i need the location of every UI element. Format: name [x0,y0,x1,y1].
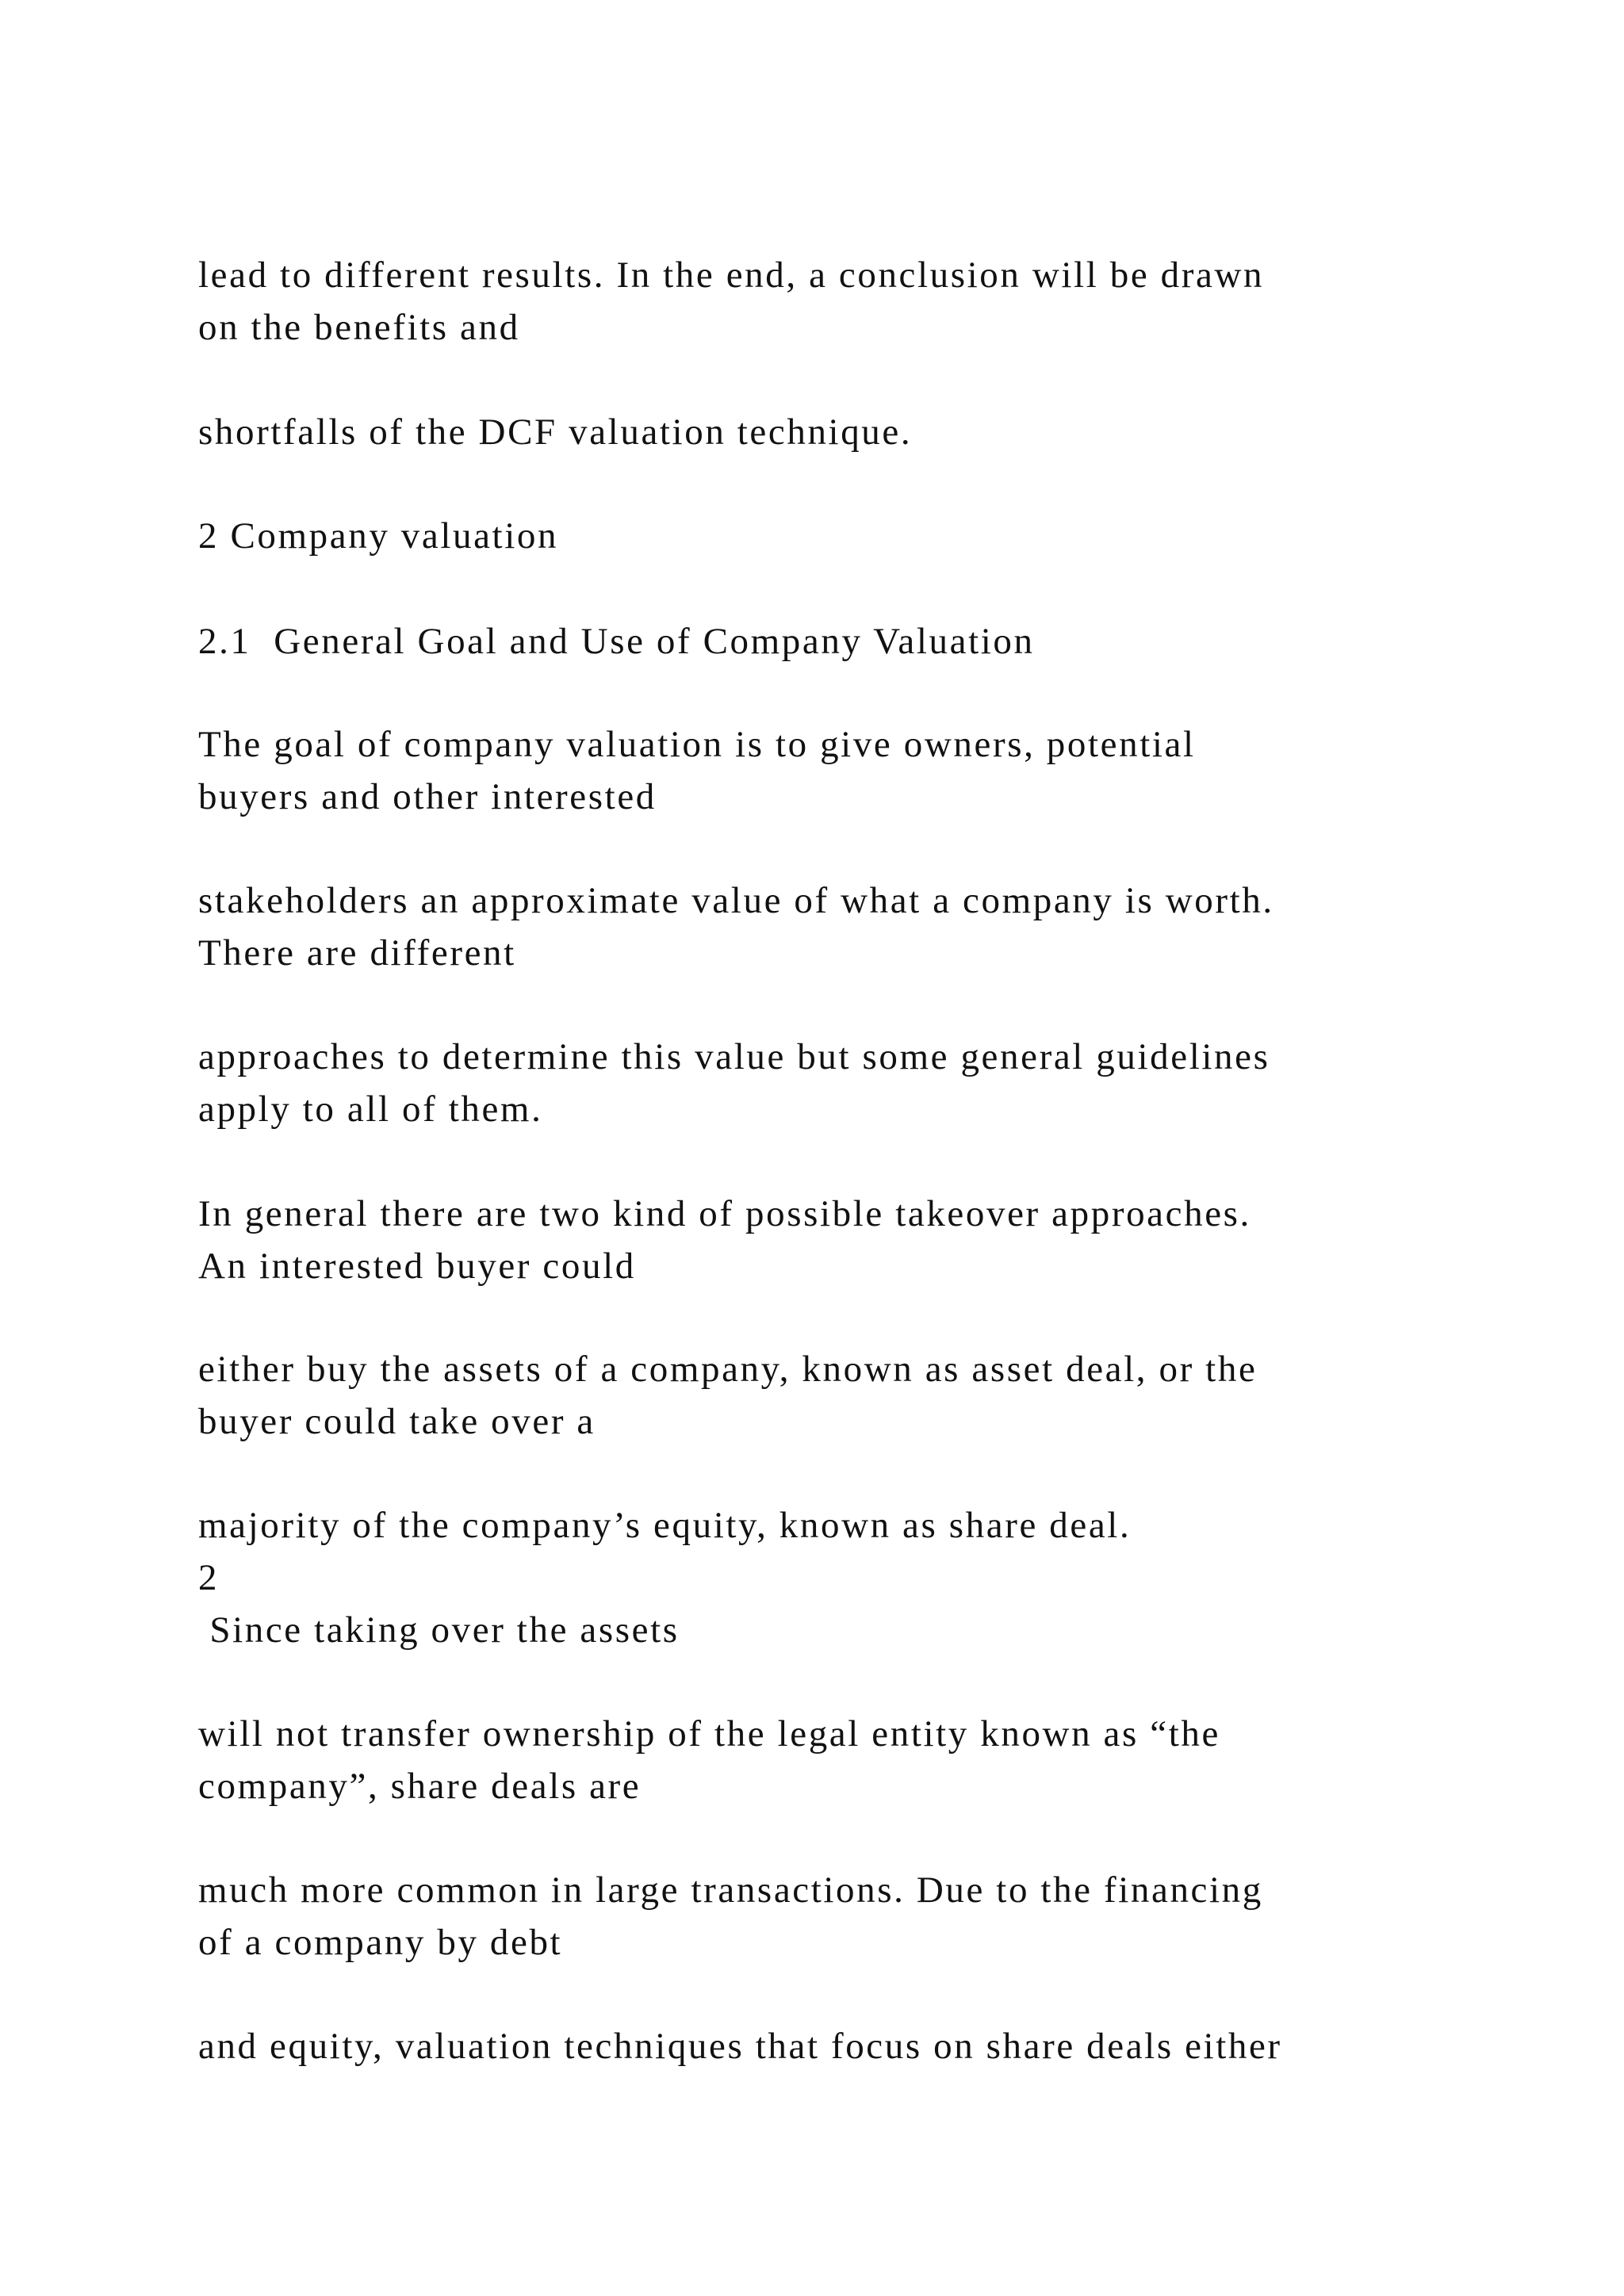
subsection-heading-general-goal: 2.1 General Goal and Use of Company Valuation [198,621,1035,662]
paragraph-dcf-shortfalls: shortfalls of the DCF valuation technique. [198,411,913,453]
paragraph-approaches: approaches to determine this value but some general guidelines apply to all of them. [198,1036,1270,1130]
paragraph-asset-deal: either buy the assets of a company, known as asset deal, or the buyer could take over a [198,1349,1258,1442]
paragraph-large-transactions: much more common in large transactions. Due to the financing of a company by debt [198,1869,1263,1963]
paragraph-stakeholders: stakeholders an approximate value of what a company is worth. There are different [198,880,1274,974]
paragraph-intro-continuation: lead to different results. In the end, a conclusion will be drawn on the benefits and [198,254,1265,348]
paragraph-takeover-approaches: In general there are two kind of possible takeover approaches. An interested buyer could [198,1193,1251,1287]
paragraph-legal-entity: will not transfer ownership of the legal entity known as “the company”, share deals are [198,1713,1220,1807]
paragraph-debt-and-equity: and equity, valuation techniques that focus on share deals either [198,2026,1282,2067]
section-heading-company-valuation: 2 Company valuation [198,515,559,557]
paragraph-share-deal: majority of the company’s equity, known as share deal. 2 Since taking over the assets [198,1505,1132,1651]
paragraph-goal-of-valuation: The goal of company valuation is to give owners, potential buyers and other interested [198,724,1196,817]
